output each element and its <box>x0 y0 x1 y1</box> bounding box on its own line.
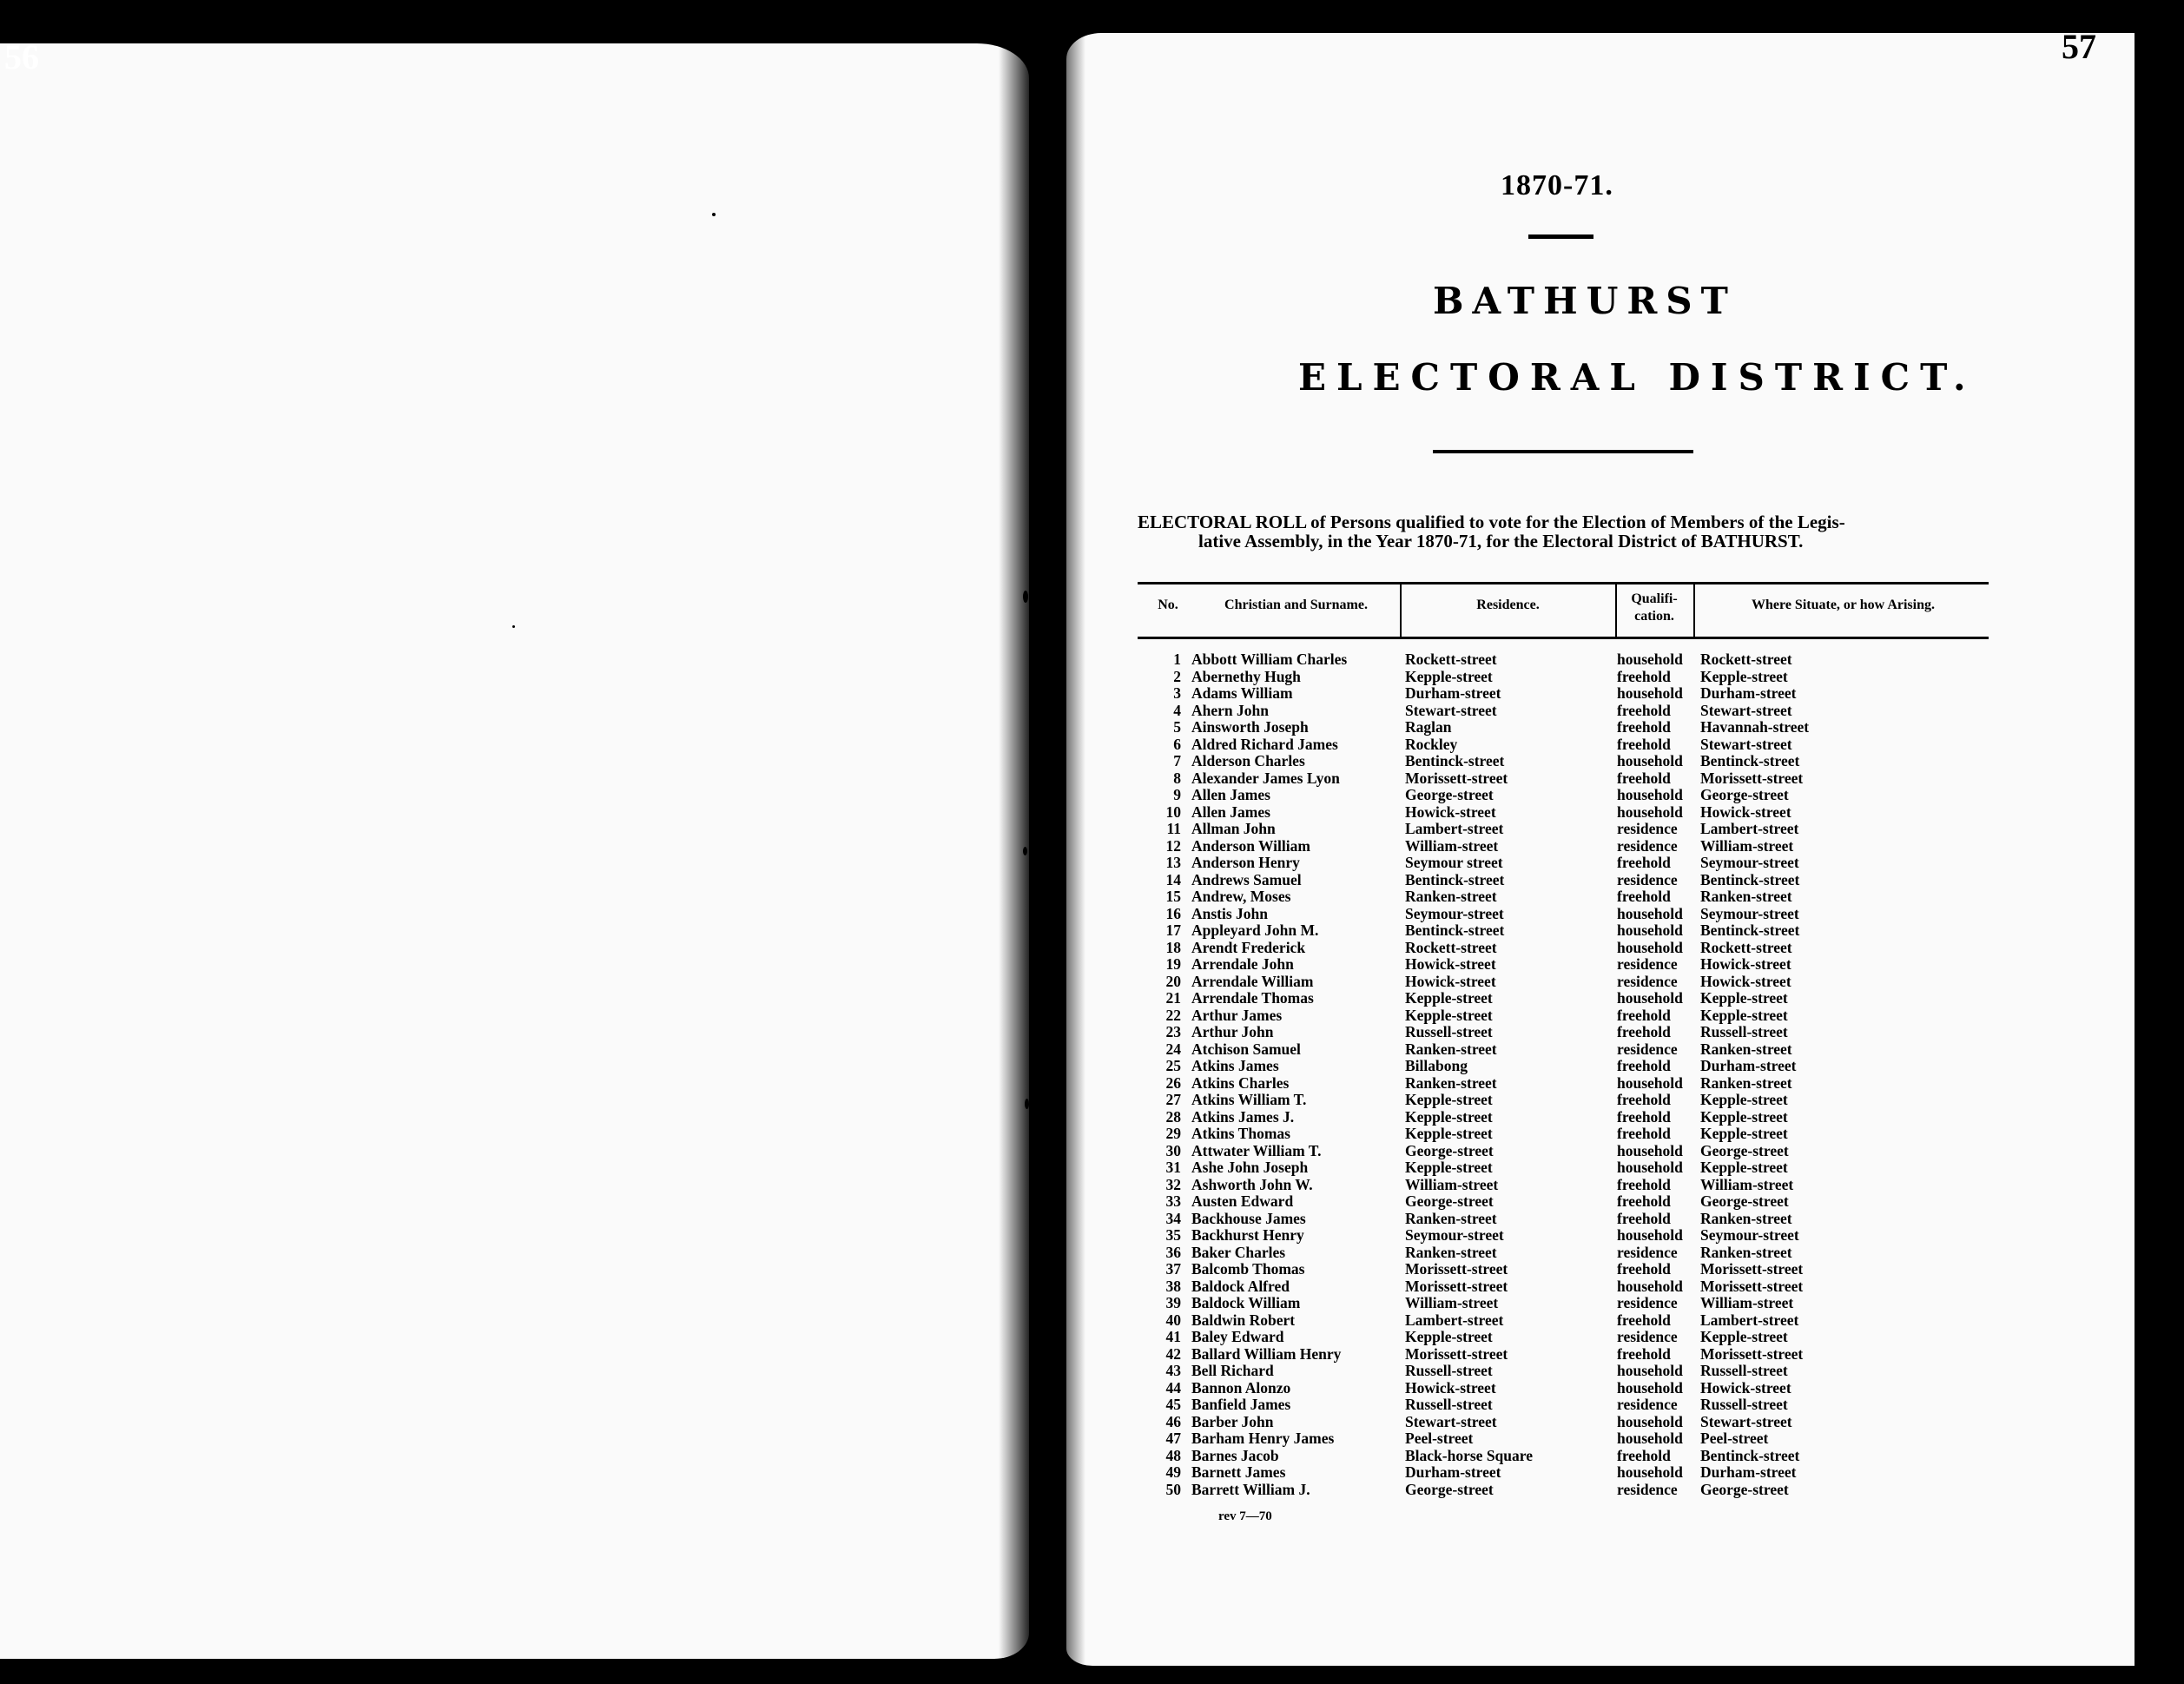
voter-residence: Howick-street <box>1405 1378 1496 1397</box>
voter-qualification: freehold <box>1617 1311 1671 1329</box>
voter-number: 7 <box>1173 752 1181 769</box>
qualification-header-line: Qualifi- <box>1631 591 1678 606</box>
column-divider <box>1400 582 1402 637</box>
voter-qualification: household <box>1617 921 1683 939</box>
voter-qualification: freehold <box>1617 735 1671 753</box>
intro-line: ELECTORAL ROLL of Persons qualified to vote for the Election of Members of the Legis- <box>1138 512 1845 532</box>
voter-qualification: household <box>1617 1277 1683 1295</box>
voter-number: 33 <box>1165 1192 1181 1210</box>
voter-number: 31 <box>1165 1159 1181 1176</box>
qualification-location: Havannah-street <box>1700 718 1810 736</box>
voter-residence: Ranken-street <box>1405 1040 1497 1058</box>
voter-residence: Kepple-street <box>1405 989 1493 1007</box>
ink-speck <box>512 625 515 628</box>
voter-name: Atkins Thomas <box>1191 1125 1290 1142</box>
district-subtitle: ELECTORAL DISTRICT. <box>1298 356 1976 399</box>
voter-qualification: household <box>1617 752 1683 769</box>
voter-number: 47 <box>1165 1430 1181 1447</box>
qualification-location: Bentinck-street <box>1700 921 1800 939</box>
voter-qualification: residence <box>1617 1396 1678 1413</box>
voter-name: Ahern John <box>1191 701 1269 719</box>
voter-name: Baldwin Robert <box>1191 1311 1296 1329</box>
voter-qualification: residence <box>1617 1480 1678 1498</box>
voter-residence: Kepple-street <box>1405 1091 1493 1108</box>
voter-residence: Bentinck-street <box>1405 921 1505 939</box>
voter-residence: Bentinck-street <box>1405 752 1505 769</box>
voter-number: 6 <box>1173 735 1181 753</box>
voter-number: 24 <box>1165 1040 1181 1058</box>
voter-qualification: freehold <box>1617 1344 1671 1363</box>
voter-residence: Morissett-street <box>1405 1260 1508 1278</box>
voter-residence: Rockett-street <box>1405 650 1497 668</box>
voter-number: 30 <box>1165 1141 1181 1159</box>
voter-qualification: freehold <box>1617 1057 1671 1074</box>
voter-name: Arrendale Thomas <box>1191 989 1314 1007</box>
voter-name: Baker Charles <box>1191 1243 1286 1261</box>
qualification-location: Rockett-street <box>1700 650 1792 668</box>
voter-qualification: household <box>1617 802 1683 821</box>
voter-residence: Ranken-street <box>1405 888 1497 905</box>
qualification-location: George-street <box>1700 1480 1789 1498</box>
voter-name: Allen James <box>1191 802 1270 821</box>
column-divider <box>1693 582 1695 637</box>
voter-qualification: household <box>1617 989 1683 1007</box>
voter-name: Arrendale John <box>1191 955 1294 973</box>
voter-name: Alderson Charles <box>1191 752 1305 769</box>
voter-qualification: residence <box>1617 955 1678 973</box>
voter-name: Backhouse James <box>1191 1209 1306 1227</box>
voter-name: Arthur John <box>1191 1023 1274 1040</box>
qualification-location: Bentinck-street <box>1700 870 1800 888</box>
voter-number: 11 <box>1166 820 1181 837</box>
voter-number: 39 <box>1165 1294 1181 1311</box>
voter-name: Allen James <box>1191 786 1270 803</box>
voter-number: 48 <box>1165 1446 1181 1464</box>
qualification-location: Morissett-street <box>1700 1260 1804 1278</box>
voter-number: 34 <box>1165 1209 1181 1227</box>
voter-qualification: household <box>1617 1159 1683 1176</box>
qualification-location: Howick-street <box>1700 1378 1791 1397</box>
voter-name: Anderson Henry <box>1191 854 1300 871</box>
voter-residence: Black-horse Square <box>1405 1446 1533 1464</box>
voter-qualification: household <box>1617 1412 1683 1430</box>
qualification-location: George-street <box>1700 1192 1789 1210</box>
qualification-location: Seymour-street <box>1700 854 1799 871</box>
voter-qualification: freehold <box>1617 1125 1671 1142</box>
qualification-location: Morissett-street <box>1700 1344 1804 1363</box>
voter-qualification: household <box>1617 1226 1683 1244</box>
voter-qualification: household <box>1617 650 1683 668</box>
voter-qualification: household <box>1617 1362 1683 1379</box>
voter-number: 38 <box>1165 1277 1181 1295</box>
qualification-location: Kepple-street <box>1700 1328 1788 1345</box>
voter-qualification: freehold <box>1617 701 1671 719</box>
voter-number: 12 <box>1165 836 1181 855</box>
voter-number: 46 <box>1165 1412 1181 1430</box>
qualification-location: Seymour-street <box>1700 904 1799 922</box>
voter-number: 2 <box>1173 667 1181 685</box>
voter-name: Andrew, Moses <box>1191 888 1291 905</box>
qualification-location: Ranken-street <box>1700 1073 1792 1092</box>
voter-name: Baldock William <box>1191 1294 1301 1311</box>
voter-qualification: freehold <box>1617 1192 1671 1210</box>
voter-name: Ainsworth Joseph <box>1191 718 1309 736</box>
voter-residence: George-street <box>1405 786 1494 803</box>
voter-qualification: residence <box>1617 820 1678 837</box>
voter-qualification: household <box>1617 938 1683 956</box>
voter-name: Balcomb Thomas <box>1191 1260 1305 1278</box>
printer-mark: rev 7—70 <box>1218 1509 1272 1523</box>
voter-residence: Kepple-street <box>1405 1006 1493 1024</box>
voter-qualification: freehold <box>1617 854 1671 871</box>
voter-qualification: household <box>1617 786 1683 803</box>
voter-qualification: household <box>1617 1141 1683 1159</box>
voter-name: Abbott William Charles <box>1191 650 1348 668</box>
voter-name: Attwater William T. <box>1191 1141 1322 1159</box>
qualification-location: Kepple-street <box>1700 1091 1788 1108</box>
voter-number: 4 <box>1173 701 1181 719</box>
qualification-location: George-street <box>1700 786 1789 803</box>
qualification-location: Peel-street <box>1700 1430 1769 1447</box>
voter-name: Barnes Jacob <box>1191 1446 1279 1464</box>
column-header-where: Where Situate, or how Arising. <box>1752 598 1935 612</box>
voter-number: 44 <box>1165 1378 1181 1397</box>
column-header-name: Christian and Surname. <box>1224 598 1368 612</box>
voter-qualification: freehold <box>1617 1091 1671 1108</box>
voter-number: 43 <box>1165 1362 1181 1379</box>
voter-name: Arrendale William <box>1191 972 1314 990</box>
voter-number: 37 <box>1165 1260 1181 1278</box>
qualification-location: Bentinck-street <box>1700 1446 1800 1464</box>
voter-number: 35 <box>1165 1226 1181 1244</box>
voter-name: Atkins James J. <box>1191 1107 1295 1126</box>
voter-residence: Bentinck-street <box>1405 870 1505 888</box>
book-spine <box>999 35 1085 1667</box>
left-page-number: 56 <box>4 37 39 76</box>
ink-speck <box>1023 591 1028 603</box>
voter-residence: Russell-street <box>1405 1396 1493 1413</box>
voter-name: Ashworth John W. <box>1191 1175 1313 1193</box>
voter-number: 23 <box>1165 1023 1181 1040</box>
divider <box>1528 234 1593 239</box>
voter-residence: George-street <box>1405 1192 1494 1210</box>
qualification-location: Russell-street <box>1700 1362 1788 1379</box>
voter-residence: Seymour-street <box>1405 1226 1504 1244</box>
qualification-location: Kepple-street <box>1700 667 1788 685</box>
qualification-location: Kepple-street <box>1700 1006 1788 1024</box>
voter-residence: Howick-street <box>1405 955 1496 973</box>
voter-qualification: residence <box>1617 870 1678 888</box>
voter-name: Ballard William Henry <box>1191 1344 1342 1363</box>
qualification-location: Bentinck-street <box>1700 752 1800 769</box>
qualification-location: George-street <box>1700 1141 1789 1159</box>
voter-qualification: freehold <box>1617 769 1671 787</box>
voter-residence: Howick-street <box>1405 802 1496 821</box>
intro-line: lative Assembly, in the Year 1870-71, for the Electoral District of BATHURST. <box>1198 531 1804 551</box>
voter-qualification: residence <box>1617 836 1678 855</box>
qualification-location: Russell-street <box>1700 1023 1788 1040</box>
qualification-location: Stewart-street <box>1700 1412 1792 1430</box>
qualification-location: Morissett-street <box>1700 769 1804 787</box>
voter-name: Abernethy Hugh <box>1191 667 1301 685</box>
voter-number: 3 <box>1173 684 1181 702</box>
voter-name: Appleyard John M. <box>1191 921 1319 939</box>
voter-number: 8 <box>1173 769 1181 787</box>
qualification-location: Durham-street <box>1700 684 1797 702</box>
voter-residence: George-street <box>1405 1141 1494 1159</box>
voter-residence: Lambert-street <box>1405 1311 1504 1329</box>
voter-qualification: freehold <box>1617 1446 1671 1464</box>
voter-qualification: freehold <box>1617 667 1671 685</box>
voter-name: Ashe John Joseph <box>1191 1159 1309 1176</box>
qualification-location: Kepple-street <box>1700 1159 1788 1176</box>
qualification-location: Morissett-street <box>1700 1277 1804 1295</box>
qualification-location: Russell-street <box>1700 1396 1788 1413</box>
voter-number: 42 <box>1165 1344 1181 1363</box>
voter-name: Anderson William <box>1191 836 1310 855</box>
roll-introduction <box>1138 512 1989 551</box>
voter-number: 10 <box>1165 802 1181 821</box>
column-header-qualification <box>1617 591 1692 625</box>
voter-number: 9 <box>1173 786 1181 803</box>
voter-residence: Morissett-street <box>1405 769 1508 787</box>
voter-residence: Stewart-street <box>1405 1412 1497 1430</box>
voter-number: 26 <box>1165 1073 1181 1092</box>
qualification-location: Kepple-street <box>1700 1107 1788 1126</box>
voter-qualification: freehold <box>1617 888 1671 905</box>
voter-name: Austen Edward <box>1191 1192 1294 1210</box>
qualification-location: Ranken-street <box>1700 888 1792 905</box>
voter-number: 20 <box>1165 972 1181 990</box>
voter-name: Atkins William T. <box>1191 1091 1307 1108</box>
voter-name: Baldock Alfred <box>1191 1277 1290 1295</box>
voter-name: Arendt Frederick <box>1191 938 1306 956</box>
roll-year: 1870-71. <box>1501 169 1613 201</box>
voter-qualification: freehold <box>1617 1175 1671 1193</box>
qualification-header-line: cation. <box>1634 609 1674 624</box>
voter-qualification: household <box>1617 1073 1683 1092</box>
qualification-location: Howick-street <box>1700 955 1791 973</box>
voter-number: 27 <box>1165 1091 1181 1108</box>
voter-name: Arthur James <box>1191 1006 1283 1024</box>
voter-qualification: freehold <box>1617 1260 1671 1278</box>
voter-name: Aldred Richard James <box>1191 735 1338 753</box>
voter-number: 22 <box>1165 1006 1181 1024</box>
voter-name: Backhurst Henry <box>1191 1226 1304 1244</box>
voter-name: Andrews Samuel <box>1191 870 1302 888</box>
voter-qualification: residence <box>1617 1040 1678 1058</box>
qualification-location: Ranken-street <box>1700 1243 1792 1261</box>
voter-number: 36 <box>1165 1243 1181 1261</box>
qualification-location: Kepple-street <box>1700 1125 1788 1142</box>
voter-qualification: residence <box>1617 1243 1678 1261</box>
qualification-location: Lambert-street <box>1700 820 1799 837</box>
voter-qualification: residence <box>1617 972 1678 990</box>
qualification-location: Durham-street <box>1700 1463 1797 1481</box>
divider <box>1433 450 1693 453</box>
voter-residence: Rockley <box>1405 735 1458 753</box>
voter-number: 17 <box>1165 921 1181 939</box>
voter-number: 29 <box>1165 1125 1181 1142</box>
voter-name: Barber John <box>1191 1412 1274 1430</box>
qualification-location: Howick-street <box>1700 802 1791 821</box>
voter-residence: Peel-street <box>1405 1430 1474 1447</box>
qualification-location: Ranken-street <box>1700 1209 1792 1227</box>
voter-residence: Russell-street <box>1405 1023 1493 1040</box>
voter-name: Barham Henry James <box>1191 1430 1335 1447</box>
voter-number: 28 <box>1165 1107 1181 1126</box>
column-header-residence: Residence. <box>1476 598 1540 612</box>
voter-qualification: household <box>1617 1378 1683 1397</box>
voter-number: 40 <box>1165 1311 1181 1329</box>
voter-residence: Stewart-street <box>1405 701 1497 719</box>
voter-residence: Durham-street <box>1405 684 1501 702</box>
voter-residence: Howick-street <box>1405 972 1496 990</box>
voter-name: Bannon Alonzo <box>1191 1378 1291 1397</box>
column-header-no: No. <box>1158 598 1178 612</box>
voter-residence: William-street <box>1405 1294 1499 1311</box>
voter-name: Allman John <box>1191 820 1276 837</box>
ink-speck <box>712 213 716 216</box>
voter-residence: George-street <box>1405 1480 1494 1498</box>
qualification-location: Stewart-street <box>1700 735 1792 753</box>
voter-qualification: freehold <box>1617 1209 1671 1227</box>
voter-name: Barrett William J. <box>1191 1480 1310 1498</box>
voter-residence: Russell-street <box>1405 1362 1493 1379</box>
voter-qualification: household <box>1617 1430 1683 1447</box>
voter-number: 18 <box>1165 938 1181 956</box>
voter-qualification: freehold <box>1617 1107 1671 1126</box>
qualification-location: Stewart-street <box>1700 701 1792 719</box>
voter-qualification: residence <box>1617 1294 1678 1311</box>
voter-residence: Rockett-street <box>1405 938 1497 956</box>
voter-number: 16 <box>1165 904 1181 922</box>
voter-number: 1 <box>1173 650 1181 668</box>
voter-residence: Kepple-street <box>1405 1159 1493 1176</box>
voter-residence: Kepple-street <box>1405 1107 1493 1126</box>
voter-qualification: household <box>1617 904 1683 922</box>
voter-qualification: freehold <box>1617 718 1671 736</box>
qualification-location: William-street <box>1700 1175 1794 1193</box>
voter-residence: Kepple-street <box>1405 1125 1493 1142</box>
voter-name: Alexander James Lyon <box>1191 769 1340 787</box>
voter-name: Baley Edward <box>1191 1328 1284 1345</box>
voter-name: Banfield James <box>1191 1396 1291 1413</box>
voter-number: 19 <box>1165 955 1181 973</box>
voter-name: Atkins Charles <box>1191 1073 1290 1092</box>
table-header-rule <box>1138 637 1989 639</box>
voter-number: 25 <box>1165 1057 1181 1074</box>
voter-number: 32 <box>1165 1175 1181 1193</box>
voter-name: Atkins James <box>1191 1057 1279 1074</box>
qualification-location: Lambert-street <box>1700 1311 1799 1329</box>
voter-number: 21 <box>1165 989 1181 1007</box>
voter-residence: Kepple-street <box>1405 667 1493 685</box>
voter-number: 13 <box>1165 854 1181 871</box>
voter-qualification: household <box>1617 684 1683 702</box>
voter-residence: Lambert-street <box>1405 820 1504 837</box>
voter-number: 41 <box>1165 1328 1181 1345</box>
voter-number: 45 <box>1165 1396 1181 1413</box>
voter-name: Anstis John <box>1191 904 1269 922</box>
voter-number: 5 <box>1173 718 1181 736</box>
voter-residence: William-street <box>1405 1175 1499 1193</box>
ink-speck <box>1023 847 1027 855</box>
voter-qualification: household <box>1617 1463 1683 1481</box>
voter-name: Bell Richard <box>1191 1362 1274 1379</box>
right-page-number: 57 <box>2062 27 2096 66</box>
qualification-location: William-street <box>1700 836 1794 855</box>
voter-name: Barnett James <box>1191 1463 1286 1481</box>
voter-residence: Kepple-street <box>1405 1328 1493 1345</box>
table-top-rule <box>1138 582 1989 584</box>
voter-residence: Ranken-street <box>1405 1243 1497 1261</box>
voter-number: 14 <box>1165 870 1181 888</box>
voter-qualification: residence <box>1617 1328 1678 1345</box>
qualification-location: Howick-street <box>1700 972 1791 990</box>
ink-speck <box>1025 1099 1029 1109</box>
voter-residence: William-street <box>1405 836 1499 855</box>
voter-residence: Seymour-street <box>1405 904 1504 922</box>
district-title: BATHURST <box>1433 280 1737 322</box>
qualification-location: Durham-street <box>1700 1057 1797 1074</box>
voter-residence: Morissett-street <box>1405 1344 1508 1363</box>
voter-number: 15 <box>1165 888 1181 905</box>
voter-residence: Ranken-street <box>1405 1073 1497 1092</box>
voter-residence: Seymour street <box>1405 854 1503 871</box>
qualification-location: William-street <box>1700 1294 1794 1311</box>
voter-residence: Billabong <box>1405 1057 1468 1074</box>
voter-residence: Durham-street <box>1405 1463 1501 1481</box>
voter-number: 49 <box>1165 1463 1181 1481</box>
qualification-location: Seymour-street <box>1700 1226 1799 1244</box>
voter-qualification: freehold <box>1617 1023 1671 1040</box>
qualification-location: Ranken-street <box>1700 1040 1792 1058</box>
voter-name: Adams William <box>1191 684 1293 702</box>
voter-name: Atchison Samuel <box>1191 1040 1301 1058</box>
qualification-location: Kepple-street <box>1700 989 1788 1007</box>
voter-qualification: freehold <box>1617 1006 1671 1024</box>
voter-residence: Ranken-street <box>1405 1209 1497 1227</box>
voter-number: 50 <box>1165 1480 1181 1498</box>
qualification-location: Rockett-street <box>1700 938 1792 956</box>
voter-residence: Morissett-street <box>1405 1277 1508 1295</box>
left-page <box>0 43 1029 1659</box>
voter-residence: Raglan <box>1405 718 1452 736</box>
